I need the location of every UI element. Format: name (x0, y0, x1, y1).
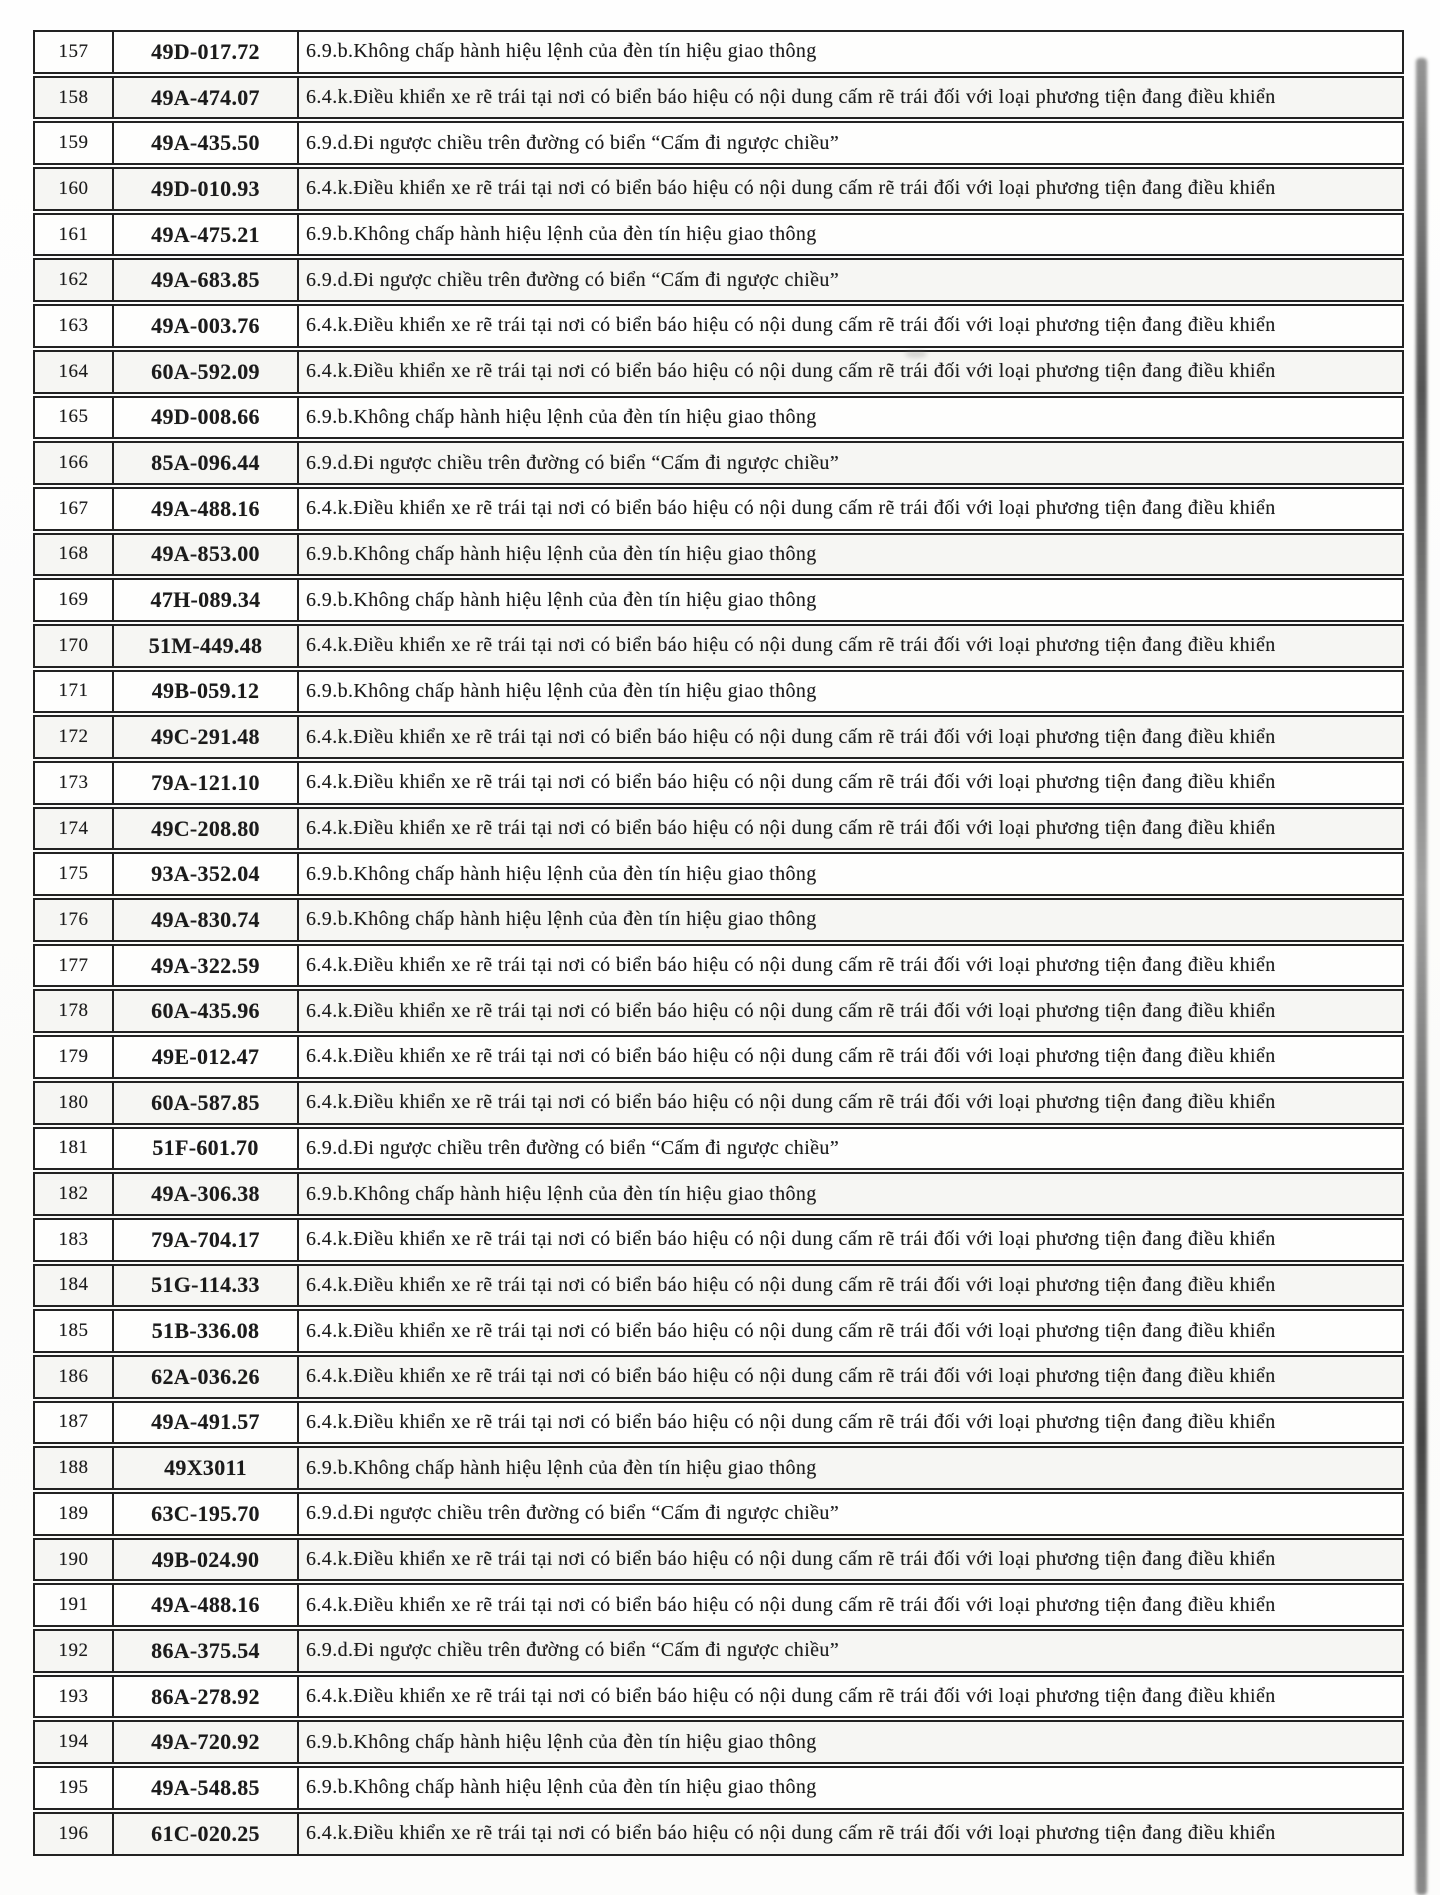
table-row (33, 1812, 1404, 1856)
violation-description: 6.9.b.Không chấp hành hiệu lệnh của đèn tín hiệu giao thông (306, 542, 817, 565)
table-row (33, 624, 1404, 668)
license-plate: 49A-475.21 (114, 215, 299, 255)
license-plate: 49A-720.92 (114, 1722, 299, 1762)
table-row (33, 852, 1404, 896)
violation-description: 6.4.k.Điều khiển xe rẽ trái tại nơi có biển báo hiệu có nội dung cấm rẽ trái đối với loại phương tiện đang điều khiển (306, 1273, 1276, 1296)
table-row (33, 121, 1404, 165)
row-number: 187 (35, 1403, 114, 1443)
license-plate: 49A-830.74 (114, 900, 299, 940)
violation-description: 6.4.k.Điều khiển xe rẽ trái tại nơi có biển báo hiệu có nội dung cấm rẽ trái đối với loại phương tiện đang điều khiển (306, 314, 1276, 337)
row-number: 174 (35, 809, 114, 849)
license-plate: 49A-435.50 (114, 123, 299, 163)
violation-description: 6.9.b.Không chấp hành hiệu lệnh của đèn tín hiệu giao thông (306, 40, 817, 63)
license-plate: 61C-020.25 (114, 1814, 299, 1854)
violation-description: 6.4.k.Điều khiển xe rẽ trái tại nơi có biển báo hiệu có nội dung cấm rẽ trái đối với loại phương tiện đang điều khiển (306, 725, 1276, 748)
table-row (33, 213, 1404, 257)
license-plate: 85A-096.44 (114, 443, 299, 483)
row-number: 162 (35, 260, 114, 300)
row-number: 191 (35, 1585, 114, 1625)
table-row (33, 487, 1404, 531)
violation-description: 6.4.k.Điều khiển xe rẽ trái tại nơi có biển báo hiệu có nội dung cấm rẽ trái đối với loại phương tiện đang điều khiển (306, 634, 1276, 657)
violation-description: 6.4.k.Điều khiển xe rẽ trái tại nơi có biển báo hiệu có nội dung cấm rẽ trái đối với loại phương tiện đang điều khiển (306, 954, 1276, 977)
row-number: 182 (35, 1174, 114, 1214)
table-row (33, 304, 1404, 348)
violation-description: 6.4.k.Điều khiển xe rẽ trái tại nơi có biển báo hiệu có nội dung cấm rẽ trái đối với loại phương tiện đang điều khiển (306, 1091, 1276, 1114)
violation-description: 6.9.d.Đi ngược chiều trên đường có biển “Cấm đi ngược chiều” (306, 1502, 840, 1525)
license-plate: 86A-278.92 (114, 1677, 299, 1717)
table-row (33, 441, 1404, 485)
violations-table-body (33, 30, 1404, 1856)
row-number: 175 (35, 854, 114, 894)
violation-description: 6.9.b.Không chấp hành hiệu lệnh của đèn tín hiệu giao thông (306, 862, 817, 885)
violation-description: 6.9.d.Đi ngược chiều trên đường có biển “Cấm đi ngược chiều” (306, 451, 840, 474)
violation-description: 6.9.b.Không chấp hành hiệu lệnh của đèn tín hiệu giao thông (306, 679, 817, 702)
table-row (33, 944, 1404, 988)
row-number: 170 (35, 626, 114, 666)
violation-description: 6.4.k.Điều khiển xe rẽ trái tại nơi có biển báo hiệu có nội dung cấm rẽ trái đối với loại phương tiện đang điều khiển (306, 86, 1276, 109)
license-plate: 49D-010.93 (114, 169, 299, 209)
license-plate: 62A-036.26 (114, 1357, 299, 1397)
row-number: 167 (35, 489, 114, 529)
table-row (33, 30, 1404, 74)
row-number: 192 (35, 1631, 114, 1671)
violation-description: 6.4.k.Điều khiển xe rẽ trái tại nơi có biển báo hiệu có nội dung cấm rẽ trái đối với loại phương tiện đang điều khiển (306, 1045, 1276, 1068)
license-plate: 49A-474.07 (114, 78, 299, 118)
row-number: 164 (35, 352, 114, 392)
license-plate: 49A-853.00 (114, 535, 299, 575)
license-plate: 49D-017.72 (114, 32, 299, 72)
violation-description: 6.9.b.Không chấp hành hiệu lệnh của đèn tín hiệu giao thông (306, 1456, 817, 1479)
table-row (33, 715, 1404, 759)
license-plate: 49B-024.90 (114, 1540, 299, 1580)
license-plate: 49A-548.85 (114, 1768, 299, 1808)
violation-description: 6.9.d.Đi ngược chiều trên đường có biển “Cấm đi ngược chiều” (306, 268, 840, 291)
row-number: 183 (35, 1220, 114, 1260)
violation-description: 6.4.k.Điều khiển xe rẽ trái tại nơi có biển báo hiệu có nội dung cấm rẽ trái đối với loại phương tiện đang điều khiển (306, 771, 1276, 794)
table-row (33, 761, 1404, 805)
license-plate: 86A-375.54 (114, 1631, 299, 1671)
row-number: 165 (35, 398, 114, 438)
license-plate: 79A-704.17 (114, 1220, 299, 1260)
license-plate: 49C-291.48 (114, 717, 299, 757)
table-row (33, 807, 1404, 851)
row-number: 160 (35, 169, 114, 209)
row-number: 194 (35, 1722, 114, 1762)
row-number: 190 (35, 1540, 114, 1580)
license-plate: 49A-306.38 (114, 1174, 299, 1214)
table-row (33, 1401, 1404, 1445)
violations-table (33, 30, 1404, 1858)
violation-description: 6.9.b.Không chấp hành hiệu lệnh của đèn tín hiệu giao thông (306, 908, 817, 931)
row-number: 172 (35, 717, 114, 757)
table-row (33, 1264, 1404, 1308)
row-number: 163 (35, 306, 114, 346)
row-number: 180 (35, 1083, 114, 1123)
row-number: 166 (35, 443, 114, 483)
table-row (33, 1218, 1404, 1262)
license-plate: 60A-587.85 (114, 1083, 299, 1123)
row-number: 177 (35, 946, 114, 986)
table-row (33, 1766, 1404, 1810)
row-number: 168 (35, 535, 114, 575)
license-plate: 49A-003.76 (114, 306, 299, 346)
row-number: 189 (35, 1494, 114, 1534)
license-plate: 51F-601.70 (114, 1129, 299, 1169)
table-row (33, 167, 1404, 211)
violation-description: 6.9.b.Không chấp hành hiệu lệnh của đèn tín hiệu giao thông (306, 223, 817, 246)
license-plate: 49A-491.57 (114, 1403, 299, 1443)
row-number: 176 (35, 900, 114, 940)
table-row (33, 533, 1404, 577)
table-row (33, 1081, 1404, 1125)
violation-description: 6.9.b.Không chấp hành hiệu lệnh của đèn tín hiệu giao thông (306, 588, 817, 611)
row-number: 185 (35, 1311, 114, 1351)
row-number: 157 (35, 32, 114, 72)
violation-description: 6.4.k.Điều khiển xe rẽ trái tại nơi có biển báo hiệu có nội dung cấm rẽ trái đối với loại phương tiện đang điều khiển (306, 1228, 1276, 1251)
license-plate: 60A-592.09 (114, 352, 299, 392)
license-plate: 49A-488.16 (114, 489, 299, 529)
row-number: 184 (35, 1266, 114, 1306)
row-number: 179 (35, 1037, 114, 1077)
table-row (33, 1309, 1404, 1353)
violation-description: 6.9.b.Không chấp hành hiệu lệnh của đèn tín hiệu giao thông (306, 405, 817, 428)
row-number: 173 (35, 763, 114, 803)
license-plate: 49E-012.47 (114, 1037, 299, 1077)
license-plate: 79A-121.10 (114, 763, 299, 803)
row-number: 186 (35, 1357, 114, 1397)
table-row (33, 989, 1404, 1033)
table-row (33, 1446, 1404, 1490)
row-number: 158 (35, 78, 114, 118)
license-plate: 51G-114.33 (114, 1266, 299, 1306)
table-row (33, 898, 1404, 942)
violation-description: 6.4.k.Điều khiển xe rẽ trái tại nơi có biển báo hiệu có nội dung cấm rẽ trái đối với loại phương tiện đang điều khiển (306, 1410, 1276, 1433)
license-plate: 49C-208.80 (114, 809, 299, 849)
license-plate: 93A-352.04 (114, 854, 299, 894)
violation-description: 6.4.k.Điều khiển xe rẽ trái tại nơi có biển báo hiệu có nội dung cấm rẽ trái đối với loại phương tiện đang điều khiển (306, 1548, 1276, 1571)
violation-description: 6.4.k.Điều khiển xe rẽ trái tại nơi có biển báo hiệu có nội dung cấm rẽ trái đối với loại phương tiện đang điều khiển (306, 360, 1276, 383)
row-number: 193 (35, 1677, 114, 1717)
row-number: 161 (35, 215, 114, 255)
license-plate: 63C-195.70 (114, 1494, 299, 1534)
table-row (33, 1172, 1404, 1216)
row-number: 171 (35, 672, 114, 712)
table-row (33, 1629, 1404, 1673)
table-row (33, 350, 1404, 394)
table-row (33, 396, 1404, 440)
violation-description: 6.9.d.Đi ngược chiều trên đường có biển “Cấm đi ngược chiều” (306, 131, 840, 154)
violation-description: 6.4.k.Điều khiển xe rẽ trái tại nơi có biển báo hiệu có nội dung cấm rẽ trái đối với loại phương tiện đang điều khiển (306, 1365, 1276, 1388)
scan-edge-shadow (1416, 58, 1427, 1895)
violation-description: 6.4.k.Điều khiển xe rẽ trái tại nơi có biển báo hiệu có nội dung cấm rẽ trái đối với loại phương tiện đang điều khiển (306, 497, 1276, 520)
license-plate: 49A-322.59 (114, 946, 299, 986)
row-number: 188 (35, 1448, 114, 1488)
violation-description: 6.9.b.Không chấp hành hiệu lệnh của đèn tín hiệu giao thông (306, 1730, 817, 1753)
table-row (33, 1127, 1404, 1171)
table-row (33, 670, 1404, 714)
row-number: 159 (35, 123, 114, 163)
license-plate: 51B-336.08 (114, 1311, 299, 1351)
table-row (33, 1583, 1404, 1627)
license-plate: 49B-059.12 (114, 672, 299, 712)
license-plate: 49A-683.85 (114, 260, 299, 300)
violation-description: 6.9.d.Đi ngược chiều trên đường có biển “Cấm đi ngược chiều” (306, 1639, 840, 1662)
violation-description: 6.9.d.Đi ngược chiều trên đường có biển “Cấm đi ngược chiều” (306, 1136, 840, 1159)
row-number: 196 (35, 1814, 114, 1854)
license-plate: 49D-008.66 (114, 398, 299, 438)
table-row (33, 76, 1404, 120)
row-number: 181 (35, 1129, 114, 1169)
table-row (33, 1355, 1404, 1399)
violation-description: 6.4.k.Điều khiển xe rẽ trái tại nơi có biển báo hiệu có nội dung cấm rẽ trái đối với loại phương tiện đang điều khiển (306, 1685, 1276, 1708)
table-row (33, 1492, 1404, 1536)
license-plate: 60A-435.96 (114, 991, 299, 1031)
violation-description: 6.4.k.Điều khiển xe rẽ trái tại nơi có biển báo hiệu có nội dung cấm rẽ trái đối với loại phương tiện đang điều khiển (306, 1822, 1276, 1845)
table-row (33, 1035, 1404, 1079)
violation-description: 6.4.k.Điều khiển xe rẽ trái tại nơi có biển báo hiệu có nội dung cấm rẽ trái đối với loại phương tiện đang điều khiển (306, 1319, 1276, 1342)
license-plate: 49A-488.16 (114, 1585, 299, 1625)
violation-description: 6.9.b.Không chấp hành hiệu lệnh của đèn tín hiệu giao thông (306, 1182, 817, 1205)
violation-description: 6.4.k.Điều khiển xe rẽ trái tại nơi có biển báo hiệu có nội dung cấm rẽ trái đối với loại phương tiện đang điều khiển (306, 1593, 1276, 1616)
table-row (33, 1720, 1404, 1764)
table-row (33, 578, 1404, 622)
table-row (33, 1538, 1404, 1582)
scan-smudge (905, 350, 927, 358)
violation-description: 6.4.k.Điều khiển xe rẽ trái tại nơi có biển báo hiệu có nội dung cấm rẽ trái đối với loại phương tiện đang điều khiển (306, 177, 1276, 200)
license-plate: 49X3011 (114, 1448, 299, 1488)
violation-description: 6.4.k.Điều khiển xe rẽ trái tại nơi có biển báo hiệu có nội dung cấm rẽ trái đối với loại phương tiện đang điều khiển (306, 999, 1276, 1022)
row-number: 178 (35, 991, 114, 1031)
violation-description: 6.4.k.Điều khiển xe rẽ trái tại nơi có biển báo hiệu có nội dung cấm rẽ trái đối với loại phương tiện đang điều khiển (306, 817, 1276, 840)
license-plate: 51M-449.48 (114, 626, 299, 666)
table-row (33, 1675, 1404, 1719)
violation-description: 6.9.b.Không chấp hành hiệu lệnh của đèn tín hiệu giao thông (306, 1776, 817, 1799)
license-plate: 47H-089.34 (114, 580, 299, 620)
row-number: 169 (35, 580, 114, 620)
table-row (33, 258, 1404, 302)
row-number: 195 (35, 1768, 114, 1808)
